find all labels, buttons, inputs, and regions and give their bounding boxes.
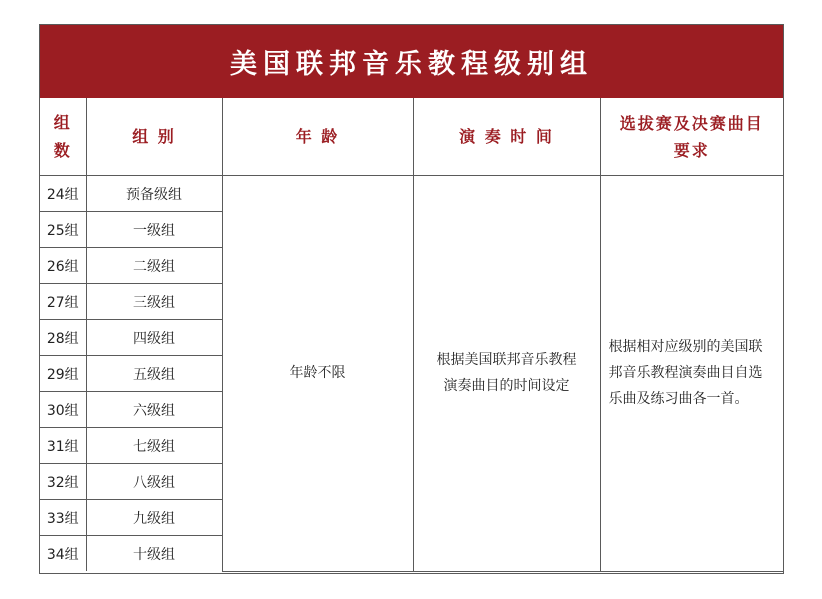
level-cell: 十级组 bbox=[86, 536, 222, 572]
header-age: 年 龄 bbox=[222, 98, 413, 176]
level-cell: 四级组 bbox=[86, 320, 222, 356]
group-num-cell: 29组 bbox=[40, 356, 86, 392]
header-group-num: 组 数 bbox=[40, 98, 86, 176]
level-cell: 五级组 bbox=[86, 356, 222, 392]
level-group-table bbox=[40, 98, 783, 572]
group-num-cell: 27组 bbox=[40, 284, 86, 320]
table-header-row bbox=[40, 98, 783, 176]
group-num-cell: 26组 bbox=[40, 248, 86, 284]
group-num-cell: 25组 bbox=[40, 212, 86, 248]
level-cell: 九级组 bbox=[86, 500, 222, 536]
table-title: 美国联邦音乐教程级别组 bbox=[40, 25, 783, 98]
group-num-cell: 33组 bbox=[40, 500, 86, 536]
level-cell: 八级组 bbox=[86, 464, 222, 500]
header-time: 演 奏 时 间 bbox=[413, 98, 600, 176]
level-cell: 一级组 bbox=[86, 212, 222, 248]
competition-table-frame bbox=[39, 24, 784, 574]
group-num-cell: 24组 bbox=[40, 176, 86, 212]
requirement-cell: 根据相对应级别的美国联 邦音乐教程演奏曲目自选 乐曲及练习曲各一首。 bbox=[600, 176, 783, 572]
age-cell: 年龄不限 bbox=[222, 176, 413, 572]
group-num-cell: 30组 bbox=[40, 392, 86, 428]
header-requirement: 选拔赛及决赛曲目 要求 bbox=[600, 98, 783, 176]
group-num-cell: 32组 bbox=[40, 464, 86, 500]
level-cell: 六级组 bbox=[86, 392, 222, 428]
level-cell: 三级组 bbox=[86, 284, 222, 320]
level-cell: 二级组 bbox=[86, 248, 222, 284]
group-num-cell: 34组 bbox=[40, 536, 86, 572]
group-num-cell: 31组 bbox=[40, 428, 86, 464]
table-row bbox=[40, 176, 783, 212]
level-cell: 预备级组 bbox=[86, 176, 222, 212]
time-cell: 根据美国联邦音乐教程 演奏曲目的时间设定 bbox=[413, 176, 600, 572]
group-num-cell: 28组 bbox=[40, 320, 86, 356]
level-cell: 七级组 bbox=[86, 428, 222, 464]
header-level: 组 别 bbox=[86, 98, 222, 176]
